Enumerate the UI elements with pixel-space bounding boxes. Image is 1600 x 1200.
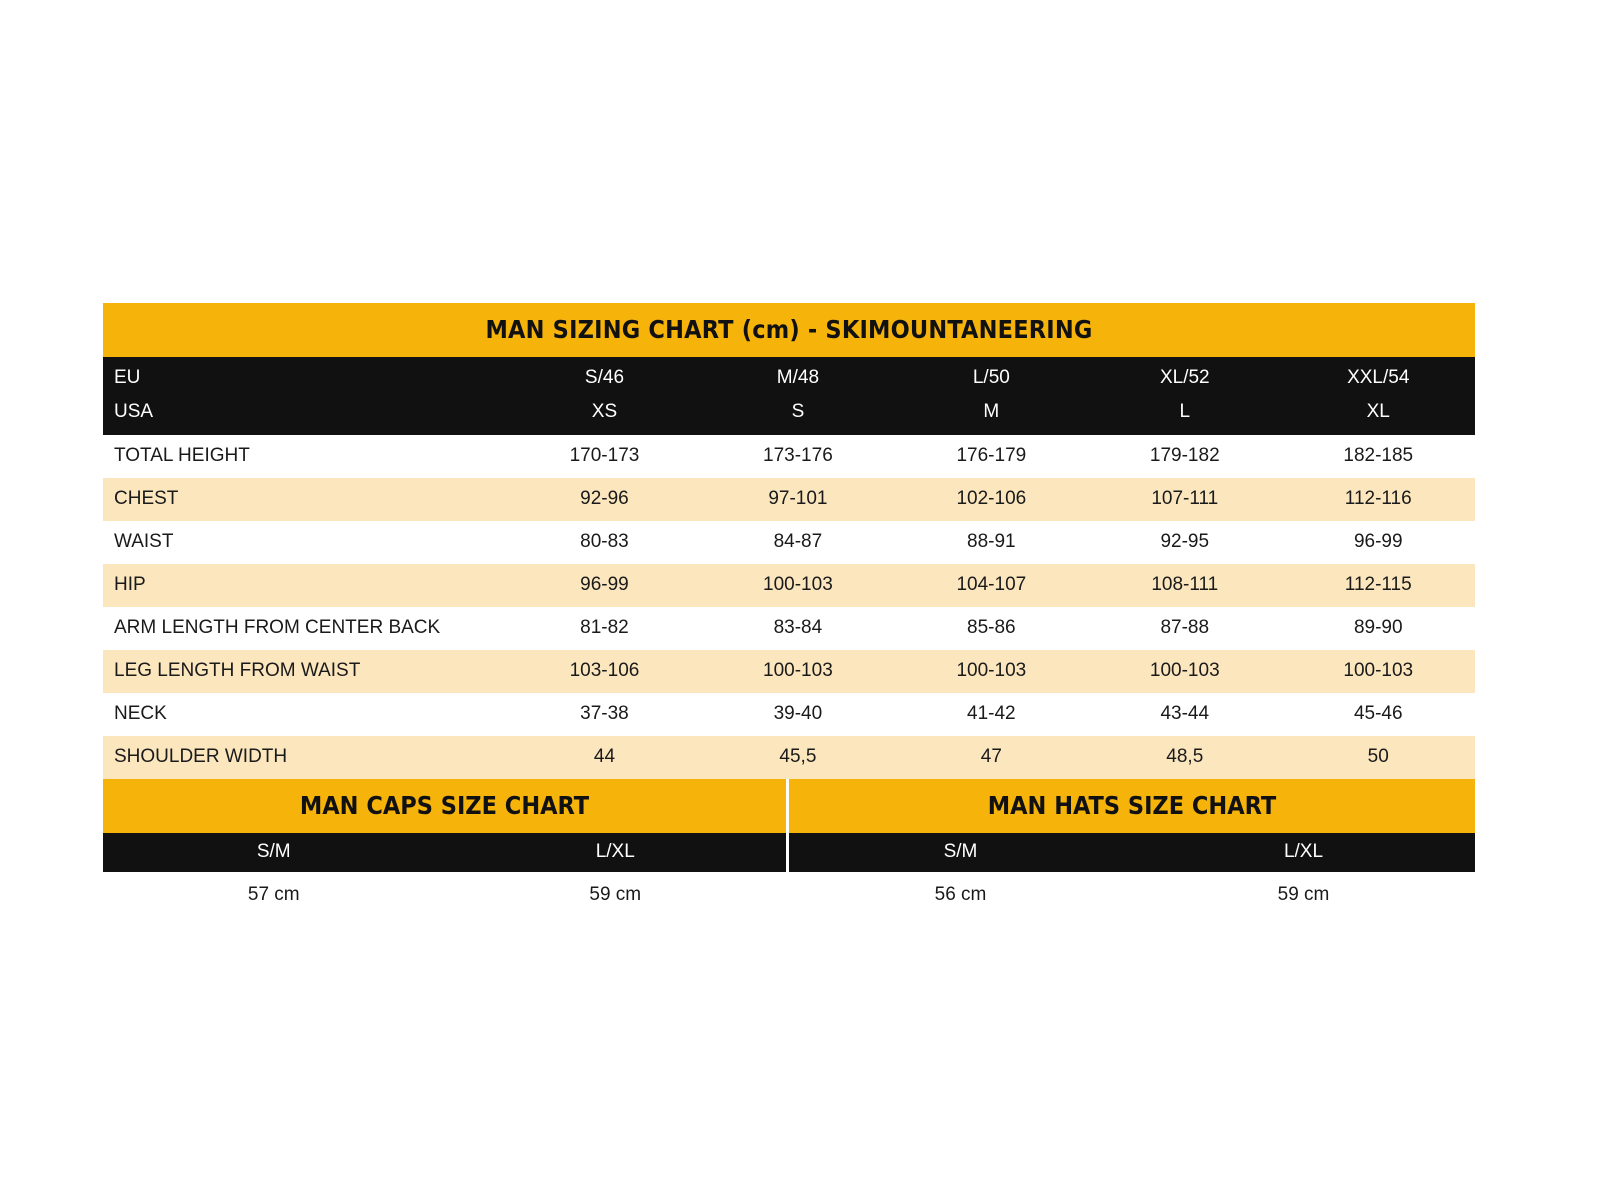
row-value: 87-88	[1088, 607, 1281, 650]
row-value: 100-103	[701, 650, 894, 693]
row-value: 39-40	[701, 693, 894, 736]
caps-value-row	[103, 872, 786, 918]
row-value: 112-116	[1282, 478, 1476, 521]
row-label: ARM LENGTH FROM CENTER BACK	[103, 607, 508, 650]
accessory-size-charts	[103, 779, 1475, 918]
row-value: 182-185	[1282, 435, 1476, 478]
row-value: 100-103	[895, 650, 1088, 693]
row-value: 102-106	[895, 478, 1088, 521]
row-value: 104-107	[895, 564, 1088, 607]
row-value: 89-90	[1282, 607, 1476, 650]
row-value: 85-86	[895, 607, 1088, 650]
table-row	[103, 693, 1475, 736]
row-value: 108-111	[1088, 564, 1281, 607]
table-row	[103, 478, 1475, 521]
header-eu-5: XXL/54	[1347, 367, 1410, 388]
row-value: 47	[895, 736, 1088, 779]
header-eu-1: S/46	[584, 367, 625, 388]
size-chart	[103, 303, 1475, 918]
row-value: 83-84	[701, 607, 894, 650]
man-sizing-table	[103, 303, 1475, 779]
header-eu-3: L/50	[972, 367, 1010, 388]
row-label: WAIST	[103, 521, 508, 564]
header-eu-4: XL/52	[1159, 367, 1210, 388]
table-row	[103, 564, 1475, 607]
hats-value-row	[789, 872, 1475, 918]
row-value: 96-99	[1282, 521, 1476, 564]
header-label-eu: EU	[114, 367, 141, 388]
row-label: NECK	[103, 693, 508, 736]
hats-chart-title: MAN HATS SIZE CHART	[789, 779, 1475, 833]
hats-header-row	[789, 833, 1475, 872]
caps-chart-title: MAN CAPS SIZE CHART	[103, 779, 786, 833]
row-value: 50	[1282, 736, 1476, 779]
header-usa-2: S	[791, 401, 805, 423]
row-value: 81-82	[508, 607, 701, 650]
hats-value-cell: 59 cm	[1277, 883, 1330, 905]
row-value: 48,5	[1088, 736, 1281, 779]
caps-value-cell: 59 cm	[589, 883, 642, 905]
row-label: CHEST	[103, 478, 508, 521]
row-value: 41-42	[895, 693, 1088, 736]
caps-header-cell: L/XL	[595, 840, 635, 862]
header-col-3	[895, 357, 1088, 435]
row-value: 170-173	[508, 435, 701, 478]
row-value: 43-44	[1088, 693, 1281, 736]
row-value: 44	[508, 736, 701, 779]
row-value: 107-111	[1088, 478, 1281, 521]
row-value: 103-106	[508, 650, 701, 693]
table-row	[103, 736, 1475, 779]
table-row	[103, 521, 1475, 564]
hats-header-cell: L/XL	[1283, 840, 1324, 862]
row-label: TOTAL HEIGHT	[103, 435, 508, 478]
header-eu-2: M/48	[776, 367, 820, 388]
header-region-labels	[103, 357, 508, 435]
table-row	[103, 607, 1475, 650]
row-value: 45,5	[701, 736, 894, 779]
row-value: 173-176	[701, 435, 894, 478]
table-row	[103, 435, 1475, 478]
header-col-2	[701, 357, 894, 435]
row-value: 179-182	[1088, 435, 1281, 478]
row-label: LEG LENGTH FROM WAIST	[103, 650, 508, 693]
caps-header-row	[103, 833, 786, 872]
hats-header-cell: S/M	[943, 840, 978, 862]
row-value: 37-38	[508, 693, 701, 736]
row-value: 88-91	[895, 521, 1088, 564]
caps-header-cell: S/M	[256, 840, 291, 862]
hats-value-cell: 56 cm	[934, 883, 987, 905]
row-value: 96-99	[508, 564, 701, 607]
page-title: MAN SIZING CHART (cm) - SKIMOUNTANEERING	[103, 303, 1475, 357]
header-usa-1: XS	[591, 401, 618, 423]
row-label: SHOULDER WIDTH	[103, 736, 508, 779]
row-value: 92-95	[1088, 521, 1281, 564]
row-value: 80-83	[508, 521, 701, 564]
row-value: 100-103	[1088, 650, 1281, 693]
row-label: HIP	[103, 564, 508, 607]
header-usa-4: L	[1179, 401, 1191, 423]
row-value: 97-101	[701, 478, 894, 521]
row-value: 92-96	[508, 478, 701, 521]
header-label-usa: USA	[114, 401, 154, 423]
header-col-4	[1088, 357, 1281, 435]
row-value: 45-46	[1282, 693, 1476, 736]
chart-title-row	[103, 303, 1475, 357]
table-header-row	[103, 357, 1475, 435]
header-usa-3: M	[983, 401, 1000, 423]
header-col-1	[508, 357, 701, 435]
man-caps-size-chart	[103, 779, 789, 918]
man-hats-size-chart	[789, 779, 1475, 918]
table-row	[103, 650, 1475, 693]
row-value: 84-87	[701, 521, 894, 564]
row-value: 112-115	[1282, 564, 1476, 607]
row-value: 100-103	[1282, 650, 1476, 693]
caps-value-cell: 57 cm	[247, 883, 300, 905]
header-usa-5: XL	[1366, 401, 1390, 423]
header-col-5	[1282, 357, 1476, 435]
row-value: 176-179	[895, 435, 1088, 478]
row-value: 100-103	[701, 564, 894, 607]
